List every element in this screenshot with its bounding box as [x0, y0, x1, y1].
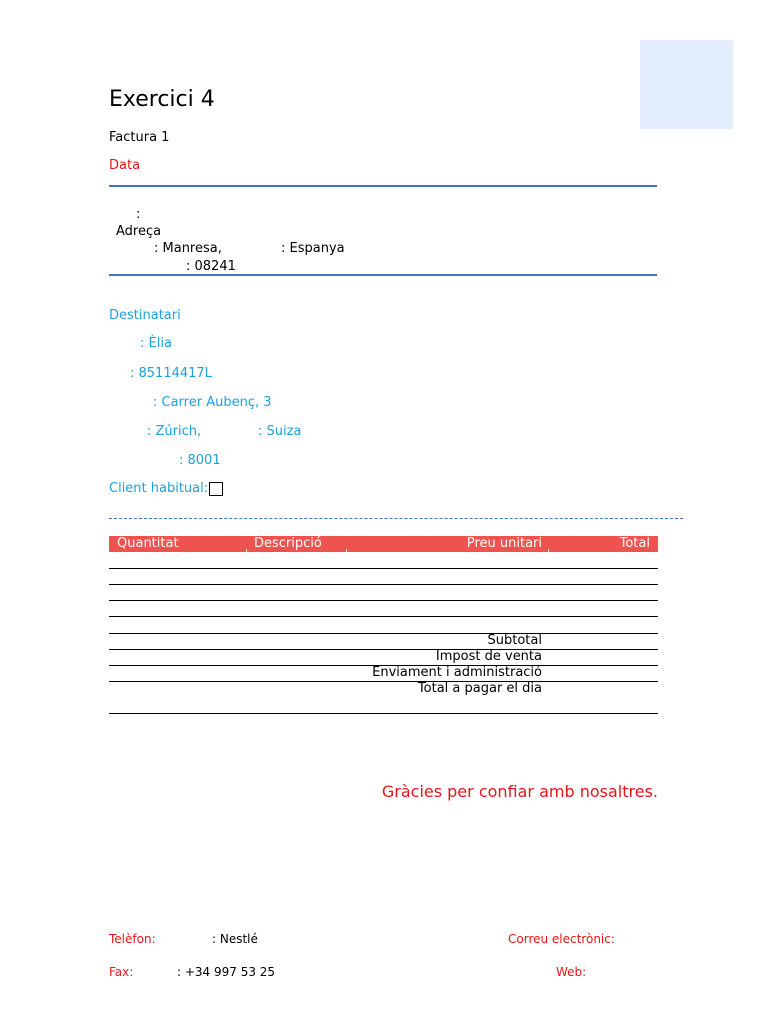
sender-address-label: Adreça [116, 224, 162, 239]
table-row [109, 600, 658, 601]
recipient-street: : Carrer Aubenç, 3 [153, 395, 272, 410]
thanks-message: Gràcies per confiar amb nosaltres. [381, 782, 658, 801]
page-title: Exercici 4 [109, 87, 215, 112]
phone-label: Telèfon: [109, 932, 156, 946]
invoice-subtitle: Factura 1 [109, 130, 170, 145]
recipient-name: : Èlia [140, 336, 172, 351]
date-label: Data [109, 158, 141, 173]
recipient-heading: Destinatari [109, 308, 181, 323]
col-preu-unitari: Preu unitari [466, 536, 542, 551]
table-row [109, 616, 658, 617]
table-row [109, 568, 658, 569]
col-separator [246, 549, 247, 553]
col-descripcio: Descripció [254, 536, 322, 551]
client-habitual-label: Client habitual: [109, 481, 209, 496]
table-row [109, 713, 658, 714]
recipient-country: : Suiza [258, 424, 302, 439]
email-label: Correu electrònic: [508, 932, 615, 946]
col-total: Total [619, 536, 650, 551]
recipient-city: : Zúrich, [147, 424, 202, 439]
table-row [109, 681, 658, 682]
col-quantitat: Quantitat [117, 536, 179, 551]
table-row [109, 649, 658, 650]
corner-decoration [640, 40, 733, 129]
col-separator [346, 549, 347, 553]
subtotal-label: Subtotal [487, 633, 542, 648]
divider-top [109, 185, 657, 187]
fax-label: Fax: [109, 965, 134, 979]
phone-value: : Nestlé [212, 932, 258, 946]
recipient-postal: : 8001 [179, 453, 221, 468]
shipping-label: Enviament i administració [372, 665, 542, 680]
client-habitual-checkbox[interactable] [209, 482, 223, 496]
web-label: Web: [556, 965, 587, 979]
sender-name: : [136, 207, 141, 222]
tax-label: Impost de venta [435, 649, 542, 664]
sender-city: : Manresa, [154, 241, 222, 256]
divider-sender [109, 274, 657, 276]
table-row [109, 584, 658, 585]
fax-value: : +34 997 53 25 [177, 965, 276, 979]
divider-dashed [109, 518, 683, 519]
total-due-label: Total a pagar el dia [417, 681, 542, 696]
table-header [109, 536, 658, 552]
col-separator [548, 549, 549, 553]
recipient-id: : 85114417L [130, 366, 212, 381]
table-row [109, 633, 658, 634]
sender-postal: : 08241 [186, 259, 236, 274]
sender-country: : Espanya [281, 241, 345, 256]
